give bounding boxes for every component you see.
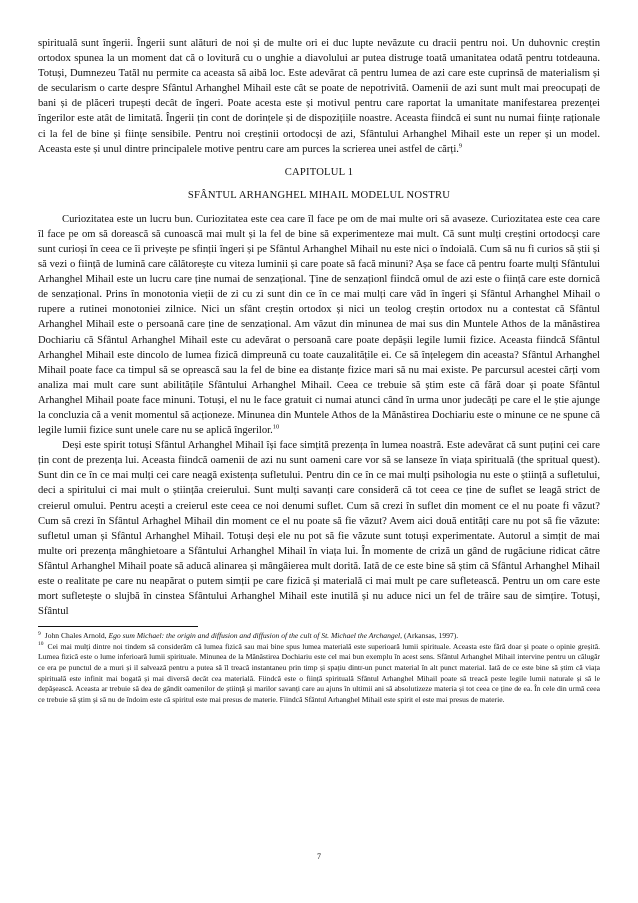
footnote-9-publication: (Arkansas, 1997).	[402, 631, 459, 641]
intro-paragraph	[38, 36, 600, 157]
footnote-number: 10	[38, 641, 44, 648]
page-number: 7	[317, 852, 321, 861]
body-paragraph-1-text: Curiozitatea este un lucru bun. Curiozitatea este cea care îl face pe om de mai multe ori să avaseze. Curiozitatea este cea care îl face pe om să dorească să cunoască mai mult și la fel de bine să experimenteze mai mult. Că sunt mulți creștini ortodocși care sunt curioși în ceea ce îi privește pe sfinții îngeri și pe Sfântul Arhanghel Mihail nu este nici o îndoială. Cum să nu fi curios să știi și să vezi o ființă de lumină care călătorește cu viteza luminii și care poate să facă minuni? Așa se face că pentru foarte mulți Sfântului Arhanghel Mihail este un lucru care ține numai de senzațional. Ține de senzaționl fiindcă omul de azi este o ființă care este dornică de senzațional. Prins în monotonia vieții de zi cu zi sunt din ce în ce mai mulți care văd în îngeri și Sfântul Arhanghel Mihail o rupere a rutinei monotoniei zilnice. Nici un sfânt creștin ortodox și nici un teolog creștin ortodox nu a contestat că Sfântul Arhanghel Mihail este o persoană care ține de senzațional. Am văzut din minunea de mai sus din Muntele Athos de la mănăstirea Dochiariu că Sfântul Arhanghel Mihail este cu adevărat o persoană care poate depășii legile lumii fizice. Aceasta fiindcă Sfântul Arhanghel Mihail este dincolo de lumea fizică dimpreună cu toate cauzalitățile ei. Ce să înțelegem din aceasta? Sfântul Arhanghel Mihail poate face ca timpul să se oprească sau la fel de bine ea distanțe fizice mari să nu mai existe. Pe parcursul acestei cărți vom analiza mai mult care sunt abilitățile Sfântului Arhanghel Mihail. Ceea ce trebuie să știm este că fără doar și poate Sfântul Arhanghel Mihail poate face minuni. Totuși, el nu le face gratuit ci numai atunci când în urma unor judecăți pe care el le știe ajunge la concluzia că a venit momentul să acționeze. Minunea din Muntele Athos de la Mănăstirea Dochiariu este o minune ce ne spune că legile lumii fizice sunt unele care nu se aplică îngerilor.	[38, 213, 600, 437]
footnote-ref-9[interactable]: 9	[458, 142, 463, 150]
body-paragraph-2: Deși este spirit totuși Sfântul Arhanghel Mihail își face simțită prezența în lumea noastră. Este adevărat că sunt puțini cei care țin cont de prezența lui. Aceasta fiindcă oamenii de azi nu sunt oameni care vor să se lanseze în viața spirituală (the spritual quest). Sunt din ce în ce mai mulți cei care neagă existența sufletului. Pentru din ce în ce mai mulți psihologia nu este o știință a sufletului, deci a spiritului ci mai mult o științăa creierului. Sunt mulți savanți care consideră că tot ceea ce ține de suflet se leagă strict de creierul omului. Pentru acești a creierul este ceea ce noi denumi suflet. Cum să crezi în suflet din moment ce el nu poate fi văzut? Cum să crezi în Sfântul Arhaghel Mihail din moment ce el nu poate să fie văzut? Avem aici două entități care nu pot să fie văzute: sufletul uman și Sfântul Arhanghel Mihail. Totuși deși ele nu pot să fie văzute sunt totuși experimentate. Autorul a simțit de mai multe ori prezența mânghietoare a Sfântului Arhanghel Mihail în viața lui. În momente de criză un gând de rugăciune ridicat către Sfântul Arhanghel Mihail poate să aducă alinarea și mângâierea mult dorită. Iată de ce este bine să știm că Sfântul Arhanghel Mihail este o realitate pe care nu neapărat o putem simții pe care fizică și materială ci mai mult pe care sufletească. Pentru un om care este mort sufletește o slujbă în cinstea Sfântului Arhanghel Mihail este inutilă și nu aduce nici un fel de trăire sau de simțire. Totuși, Sfântul	[38, 440, 600, 618]
footnote-9	[38, 631, 600, 642]
footnote-number: 9	[38, 630, 41, 637]
chapter-label: CAPITOLUL 1	[284, 166, 354, 178]
chapter-title: SFÂNTUL ARHANGHEL MIHAIL MODELUL NOSTRU	[187, 189, 451, 201]
body-paragraph-1	[38, 212, 600, 438]
footnote-divider	[38, 626, 198, 627]
footnote-10-text: Cei mai mulți dintre noi tindem să considerăm că lumea fizică sau mai bine spus lumea materială este superioară lumii spirituale. Aceasta este fără doar și poate o opinie greșită. Lumea fizică este o lume inferioară lumii spirituale. Minunea de la Mănăstirea Dochiariu este cel mai bun exemplu în acest sens. Sfântul Arhanghel Mihail intervine pentru un călugăr ce era pe punctul de a muri și il salvează pentru a putea să îl treacă instantaneu prin timp și spațiu dintr-un punct material în alt punct material. Iată de ce este bine să știm că viața spirituală este infinit mai bogată și mai diversă decât cea materială. Fiindcă este o ființă spirituală Sfântul Arhanghel Mihail poate să treacă peste legile lumii naturale și să le depășească. Aceasta ar trebuie să dea de gândit oamenilor de știință și marilor savanți care au ajuns în ultimii ani să absolutizeze materia și tot ceea ce ține de ea. În cele din urmă ceea ce trebuie să știm și să nu de îndoim este că spiritul este mai presus de materie. Fiindcă Sfântul Arhanghel Mihail este spirit el este mai presus de materie.	[38, 641, 600, 704]
footnote-9-author: John Chales Arnold,	[44, 631, 109, 641]
footnote-10	[38, 642, 600, 706]
intro-paragraph-text: spirituală sunt îngerii. Îngerii sunt alături de noi și de multe ori ei duc lupte nevăzute cu dracii pentru noi. Un duhovnic creștin ortodox spunea la un moment dat că o lovitură cu o unghie a diavolului ar putea distruge toată umanitatea odată pentru totdeauna. Totuși, Dumnezeu Tatăl nu permite ca aceasta să aibă loc. Este adevărat că pentru lumea de azi care este cuprinsă de materialism și de secularism o carte despre Sfântul Arhanghel Mihail este cât se poate de nepotrivită. Oamenii de azi sunt mult mai preocupați de bani și de plăceri trupești decât de îngeri. Poate acesta este și motivul pentru care raportat la umanitate manifestarea prezenței îngerilor este atât de limitată. Îngerii țin cont de dorințele și de dispozițiile noastre. Aceasta fiindcă ei sunt nu numai ființe raționale ci la fel de bine și ființe sensibile. Pentru noi creștinii ortodocși de azi, Sfântului Arhanghel Mihail este un reper și un model. Aceasta este și unul dintre principalele motive pentru care am purces la scrierea unei astfel de cărți.	[38, 38, 600, 155]
footnote-ref-10[interactable]: 10	[272, 423, 280, 431]
footnote-9-book-title: Ego sum Michael: the origin and diffusion and diffusion of the cult of St. Michael the Archangel,	[108, 631, 403, 641]
